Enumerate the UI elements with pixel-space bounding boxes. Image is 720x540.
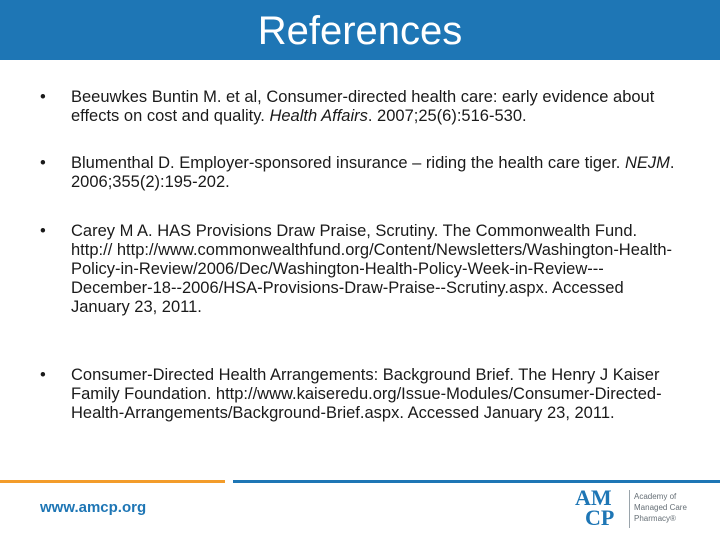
footer-blue-rule xyxy=(233,480,720,483)
journal-name: Health Affairs xyxy=(269,107,368,125)
reference-text: Beeuwkes Buntin M. et al, Consumer-directed health care: early evidence about effects on cost and quality. Health Affairs. 2007;25(6):516-530. xyxy=(71,88,655,125)
footer-website-link[interactable]: www.amcp.org xyxy=(40,499,147,516)
footer-orange-rule xyxy=(0,480,225,483)
amcp-logo xyxy=(575,485,695,532)
bullet: • xyxy=(40,366,46,384)
bullet: • xyxy=(40,222,46,240)
journal-name: NEJM xyxy=(624,154,670,172)
bullet: • xyxy=(40,88,46,106)
reference-text: Consumer-Directed Health Arrangements: Background Brief. The Henry J Kaiser Family Foundation. http://www.kaiseredu.org/Issue-Modules/Consumer-Directed-Health-Arrangements/Background-Brief.aspx. Accessed January 23, 2011. xyxy=(71,366,662,422)
logo-letters: AM CP xyxy=(575,485,615,530)
logo-divider xyxy=(629,490,630,528)
logo-tagline: Academy of Managed Care Pharmacy® xyxy=(634,492,687,523)
bullet: • xyxy=(40,154,46,172)
page-title: References xyxy=(257,9,463,53)
reference-text: Carey M A. HAS Provisions Draw Praise, Scrutiny. The Commonwealth Fund. http:// http://www.commonwealthfund.org/Content/Newsletters/Washington-Health-Policy-in-Review/2006/Dec/Washington-Health-Policy-Week-in-Review---December-18--2006/HSA-Provisions-Draw-Praise--Scrutiny.aspx. Accessed January 23, 2011. xyxy=(71,222,673,316)
reference-text: Blumenthal D. Employer-sponsored insurance – riding the health care tiger. NEJM. 2006;355(2):195-202. xyxy=(71,154,675,191)
